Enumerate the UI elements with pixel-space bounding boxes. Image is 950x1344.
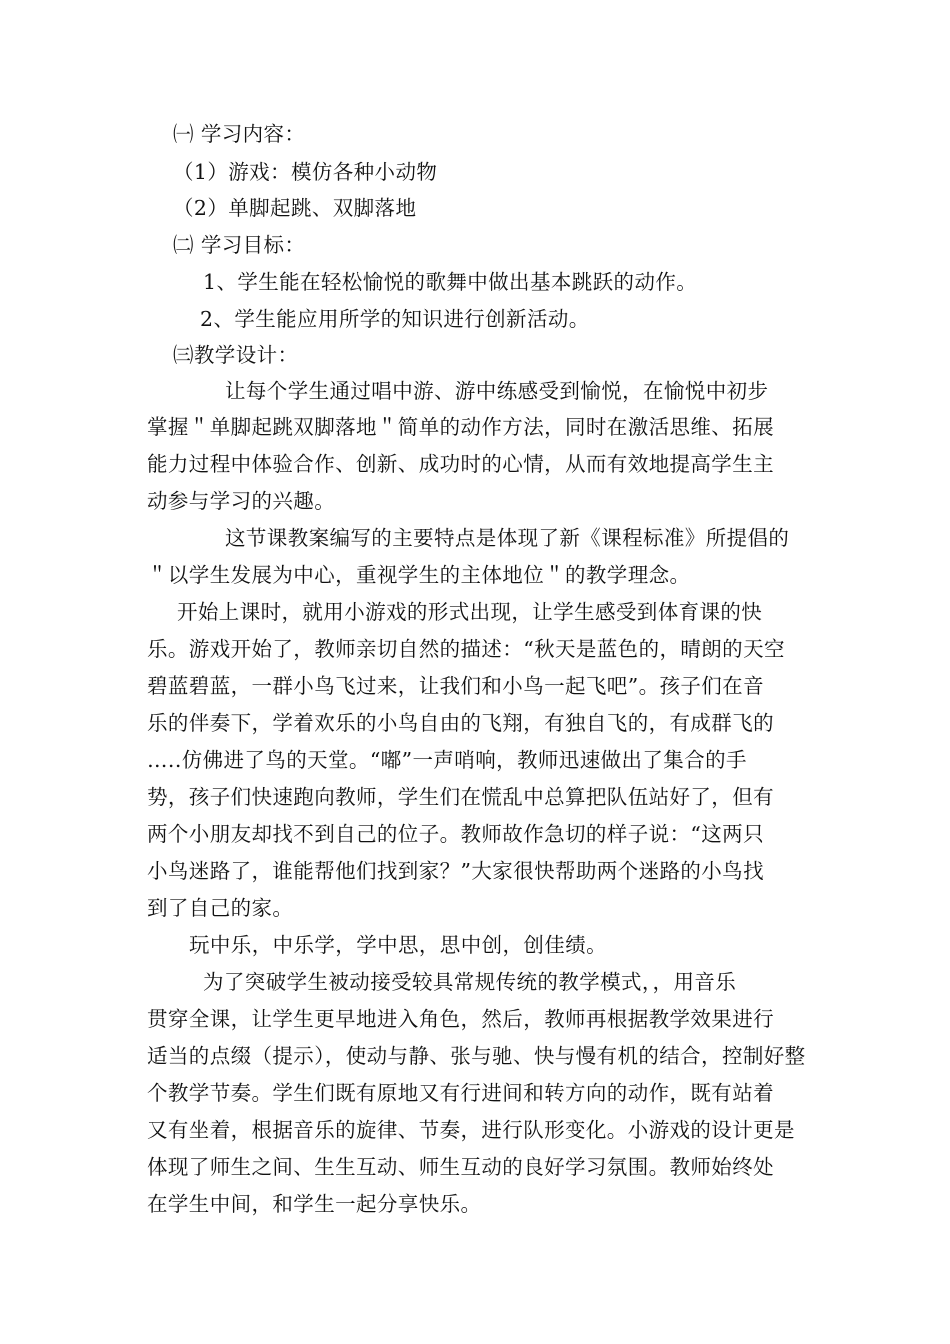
section-heading-learning-content: ㈠ 学习内容： — [173, 122, 306, 146]
paragraph-line: 体现了师生之间、生生互动、师生互动的良好学习氛围。教师始终处 — [147, 1155, 774, 1179]
paragraph-line: 小鸟迷路了，谁能帮他们找到家？”大家很快帮助两个迷路的小鸟找 — [147, 859, 764, 883]
list-item: （2）单脚起跳、双脚落地 — [173, 196, 417, 220]
list-item: （1）游戏：模仿各种小动物 — [173, 160, 438, 184]
paragraph-line: 碧蓝碧蓝，一群小鸟飞过来，让我们和小鸟一起飞吧”。孩子们在音 — [147, 674, 764, 698]
paragraph-line: 开始上课时，就用小游戏的形式出现，让学生感受到体育课的快 — [177, 600, 763, 624]
paragraph-line: 个教学节奏。学生们既有原地又有行进间和转方向的动作，既有站着 — [147, 1081, 774, 1105]
paragraph-line: 势，孩子们快速跑向教师，学生们在慌乱中总算把队伍站好了，但有 — [147, 785, 774, 809]
paragraph-line: 动参与学习的兴趣。 — [147, 489, 336, 513]
paragraph-line: 又有坐着，根据音乐的旋律、节奏，进行队形变化。小游戏的设计更是 — [147, 1118, 795, 1142]
paragraph-line: 到了自己的家。 — [147, 896, 294, 920]
list-item: 2、学生能应用所学的知识进行创新活动。 — [200, 307, 590, 331]
paragraph-line: 乐的伴奏下，学着欢乐的小鸟自由的飞翔，有独自飞的，有成群飞的 — [147, 711, 774, 735]
paragraph-line: 适当的点缀（提示），使动与静、张与驰、快与慢有机的结合，控制好整 — [147, 1044, 806, 1068]
paragraph-line: 两个小朋友却找不到自己的位子。教师故作急切的样子说：“这两只 — [147, 822, 764, 846]
paragraph-line: 能力过程中体验合作、创新、成功时的心情，从而有效地提高学生主 — [147, 452, 774, 476]
paragraph-line: 在学生中间，和学生一起分享快乐。 — [147, 1192, 482, 1216]
paragraph-line: 乐。游戏开始了，教师亲切自然的描述：“秋天是蓝色的，晴朗的天空 — [147, 637, 785, 661]
paragraph-line: 掌握＂单脚起跳双脚落地＂简单的动作方法，同时在激活思维、拓展 — [147, 415, 774, 439]
section-heading-learning-goals: ㈡ 学习目标： — [173, 233, 306, 257]
paragraph-line: 这节课教案编写的主要特点是体现了新《课程标准》所提倡的 — [225, 526, 790, 550]
paragraph-line: ＂以学生发展为中心，重视学生的主体地位＂的教学理念。 — [147, 563, 691, 587]
paragraph-line: 让每个学生通过唱中游、游中练感受到愉悦，在愉悦中初步 — [225, 379, 769, 403]
list-item: 1、学生能在轻松愉悦的歌舞中做出基本跳跃的动作。 — [203, 270, 698, 294]
paragraph-line: 为了突破学生被动接受较具常规传统的教学模式，，用音乐 — [203, 970, 737, 994]
section-heading-teaching-design: ㈢教学设计： — [173, 343, 299, 367]
paragraph-line: 贯穿全课，让学生更早地进入角色，然后，教师再根据教学效果进行 — [147, 1007, 774, 1031]
paragraph-line: …..仿佛进了鸟的天堂。“嘟”一声哨响，教师迅速做出了集合的手 — [147, 748, 747, 772]
paragraph-line: 玩中乐，中乐学，学中思，思中创，创佳绩。 — [189, 933, 607, 957]
